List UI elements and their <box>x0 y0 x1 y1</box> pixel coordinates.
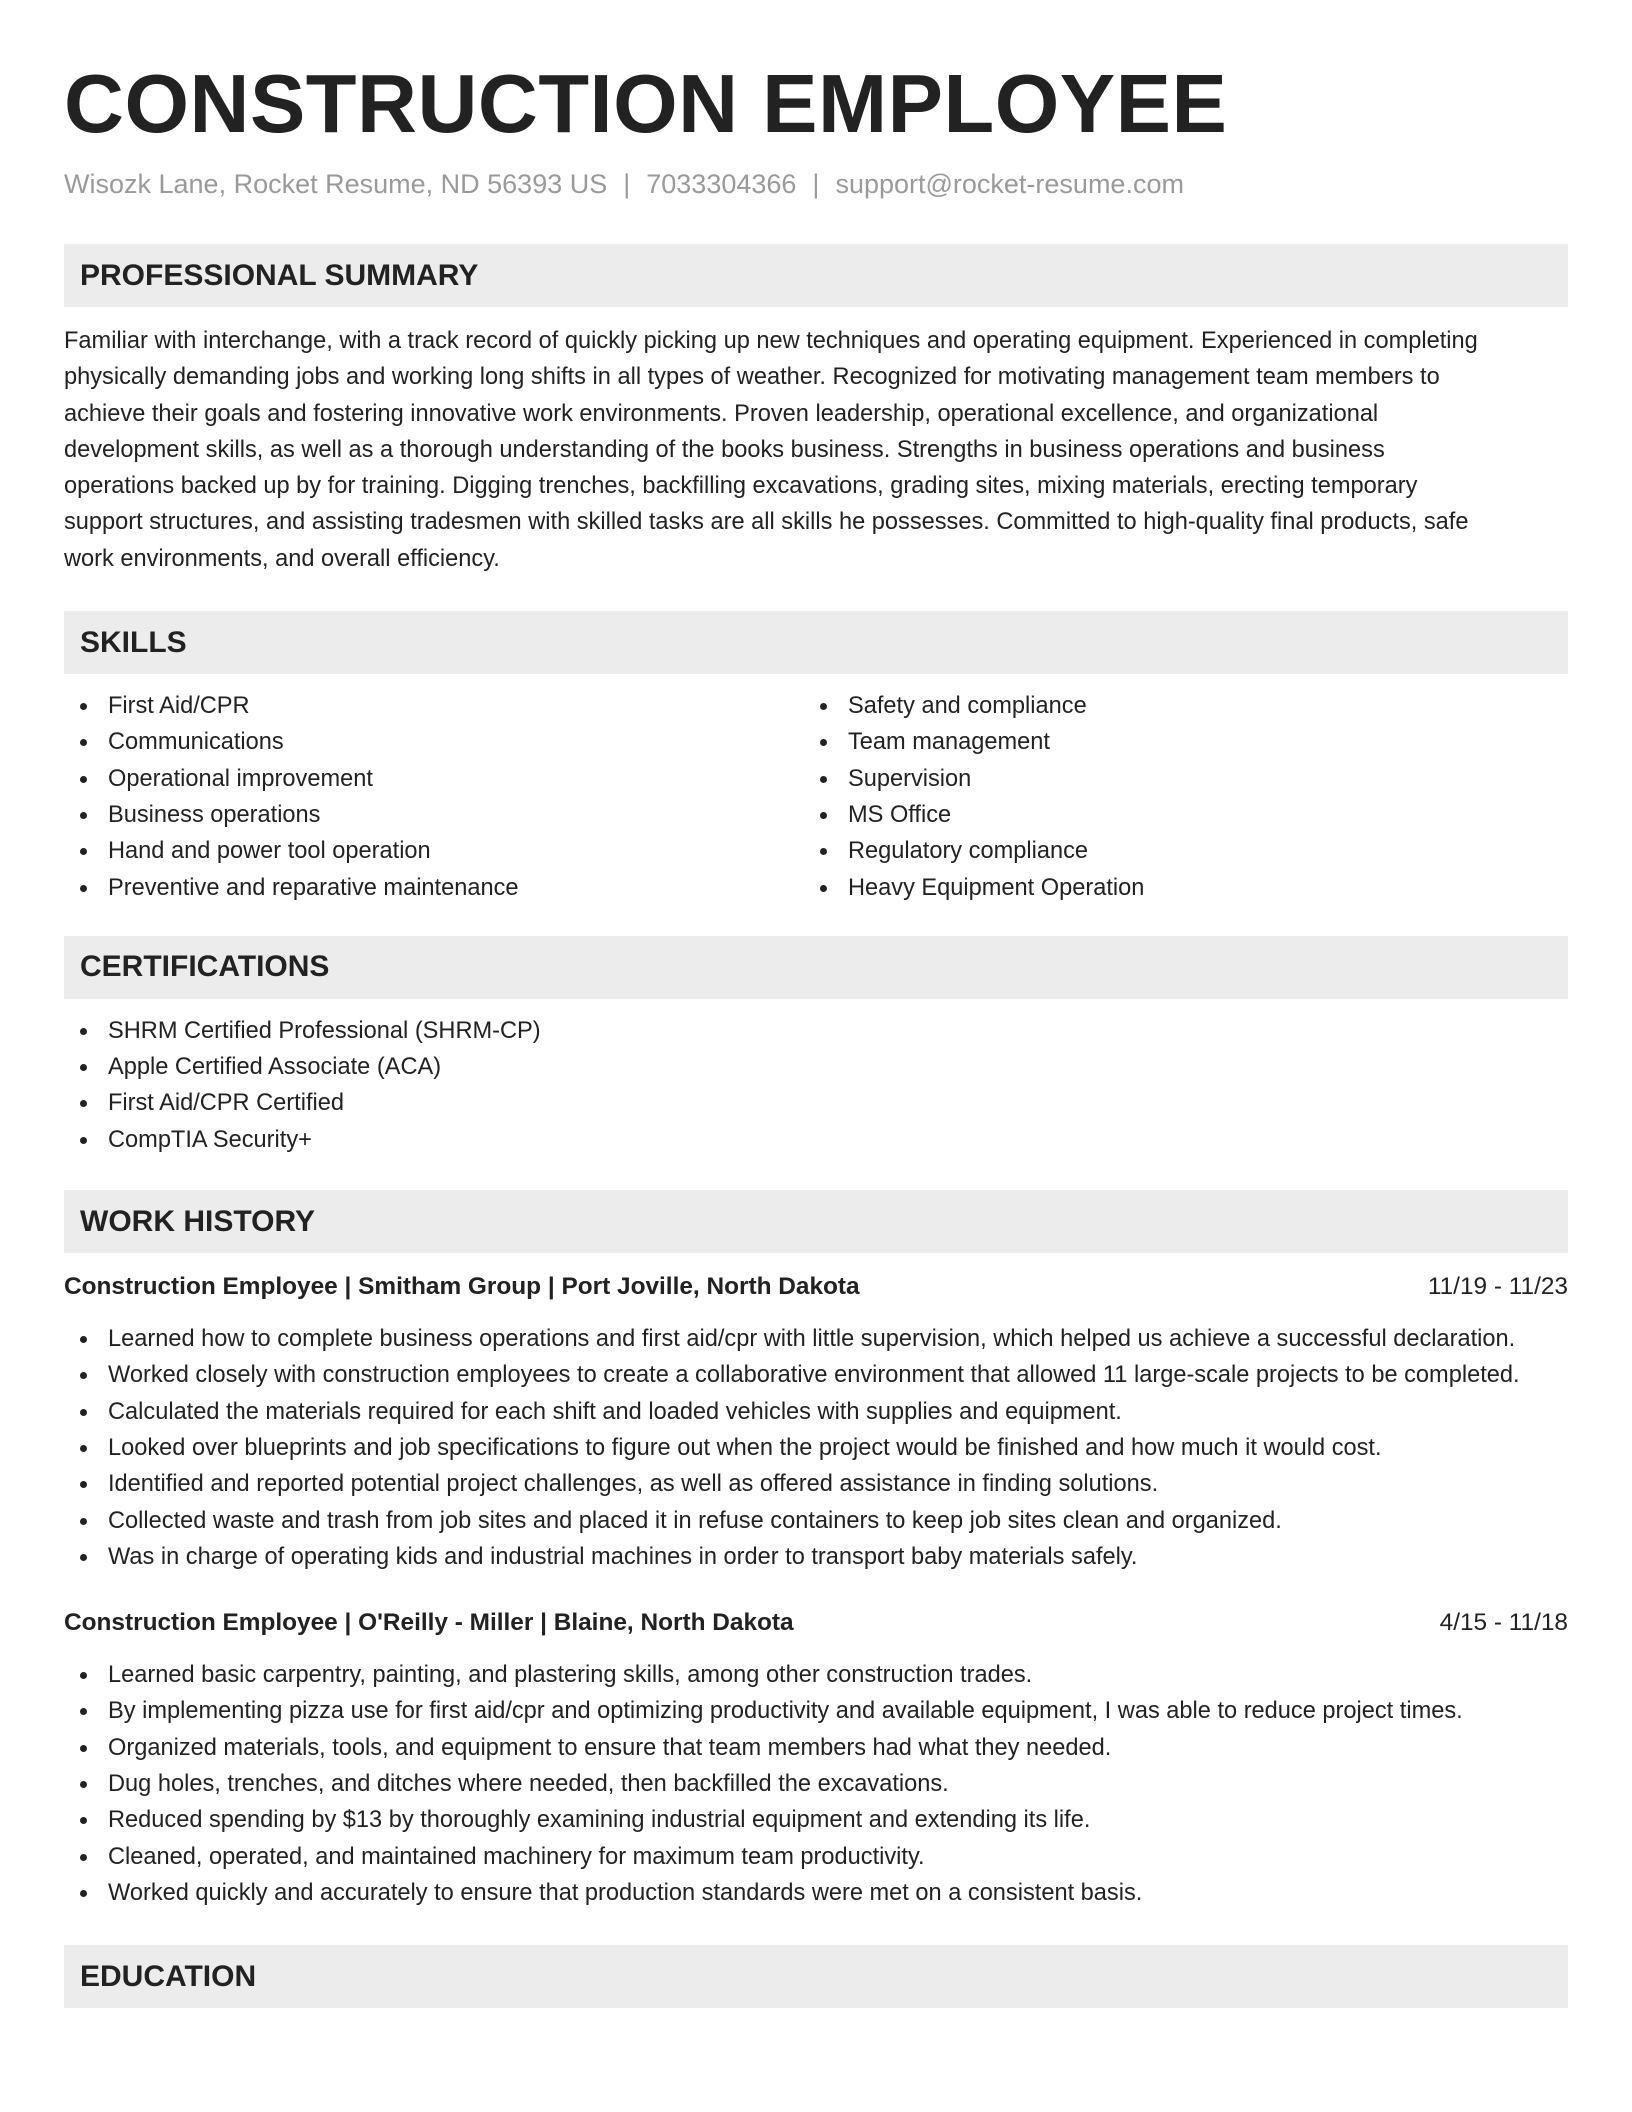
contact-separator: | <box>623 169 631 199</box>
summary-line: support structures, and assisting tradesmen with skilled tasks are all skills he possesses. Committed to high-quality final products, safe <box>64 509 1469 536</box>
job-title: Construction Employee | Smitham Group | Port Joville, North Dakota <box>64 1273 860 1301</box>
skill-item: Team management <box>804 724 1544 760</box>
skill-item: Hand and power tool operation <box>64 833 804 869</box>
contact-email: support@rocket-resume.com <box>835 169 1184 199</box>
job-title: Construction Employee | O'Reilly - Miller | Blaine, North Dakota <box>64 1609 794 1637</box>
job-entry <box>64 1269 1568 1575</box>
skill-item: Communications <box>64 724 804 760</box>
job-bullet: By implementing pizza use for first aid/cpr and optimizing productivity and available equipment, I was able to reduce project times. <box>64 1693 1568 1729</box>
job-bullet: Organized materials, tools, and equipment to ensure that team members had what they needed. <box>64 1730 1568 1766</box>
skill-item: Supervision <box>804 761 1544 797</box>
summary-line: operations backed up by for training. Digging trenches, backfilling excavations, grading sites, mixing materials, erecting temporary <box>64 473 1418 500</box>
summary-line: Familiar with interchange, with a track record of quickly picking up new techniques and operating equipment. Experienced in completing <box>64 328 1478 354</box>
skill-item: Heavy Equipment Operation <box>804 870 1544 906</box>
skills-list <box>64 688 1568 906</box>
job-bullet: Collected waste and trash from job sites and placed it in refuse containers to keep job sites clean and organized. <box>64 1503 1568 1539</box>
job-entry <box>64 1605 1568 1911</box>
job-bullet: Looked over blueprints and job specifications to figure out when the project would be finished and how much it would cost. <box>64 1430 1568 1466</box>
resume-page <box>64 0 1568 2008</box>
section-heading-work-history: WORK HISTORY <box>64 1190 1568 1253</box>
certification-item: Apple Certified Associate (ACA) <box>64 1049 1568 1085</box>
skill-item: MS Office <box>804 797 1544 833</box>
section-heading-skills: SKILLS <box>64 611 1568 674</box>
job-header <box>64 1605 1568 1641</box>
candidate-name: CONSTRUCTION EMPLOYEE <box>64 57 1228 150</box>
summary-line: physically demanding jobs and working long shifts in all types of weather. Recognized for motivating management team members to <box>64 364 1440 391</box>
job-bullets <box>64 1321 1568 1575</box>
summary-line: achieve their goals and fostering innovative work environments. Proven leadership, operational excellence, and organizational <box>64 400 1379 427</box>
contact-separator: | <box>812 169 820 199</box>
job-bullet: Learned how to complete business operations and first aid/cpr with little supervision, which helped us achieve a successful declaration. <box>64 1321 1568 1357</box>
section-heading-education: EDUCATION <box>64 1945 1568 2008</box>
contact-address: Wisozk Lane, Rocket Resume, ND 56393 US <box>64 169 608 199</box>
skill-item: Business operations <box>64 797 804 833</box>
job-bullet: Worked quickly and accurately to ensure that production standards were met on a consistent basis. <box>64 1875 1568 1911</box>
summary-line: development skills, as well as a thorough understanding of the books business. Strengths in business operations and business <box>64 436 1385 463</box>
job-bullets <box>64 1657 1568 1911</box>
summary-line: work environments, and overall efficiency. <box>64 545 500 572</box>
job-dates: 11/19 - 11/23 <box>1427 1273 1568 1301</box>
certifications-list <box>64 1013 1568 1158</box>
job-bullet: Calculated the materials required for each shift and loaded vehicles with supplies and equipment. <box>64 1394 1568 1430</box>
job-bullet: Learned basic carpentry, painting, and plastering skills, among other construction trades. <box>64 1657 1568 1693</box>
skill-item: Regulatory compliance <box>804 833 1544 869</box>
job-bullet: Worked closely with construction employees to create a collaborative environment that allowed 11 large-scale projects to be completed. <box>64 1357 1568 1393</box>
skills-column-left <box>64 688 804 906</box>
skills-column-right <box>804 688 1544 906</box>
skill-item: First Aid/CPR <box>64 688 804 724</box>
skill-item: Operational improvement <box>64 761 804 797</box>
contact-line <box>64 166 1568 202</box>
job-dates: 4/15 - 11/18 <box>1439 1609 1568 1637</box>
job-bullet: Cleaned, operated, and maintained machinery for maximum team productivity. <box>64 1839 1568 1875</box>
summary-text <box>64 323 1568 577</box>
job-bullet: Was in charge of operating kids and industrial machines in order to transport baby materials safely. <box>64 1539 1568 1575</box>
section-heading-certifications: CERTIFICATIONS <box>64 936 1568 999</box>
certification-item: CompTIA Security+ <box>64 1122 1568 1158</box>
section-heading-summary: PROFESSIONAL SUMMARY <box>64 244 1568 307</box>
contact-phone: 7033304366 <box>646 169 797 199</box>
job-bullet: Identified and reported potential project challenges, as well as offered assistance in finding solutions. <box>64 1466 1568 1502</box>
job-header <box>64 1269 1568 1305</box>
skill-item: Preventive and reparative maintenance <box>64 870 804 906</box>
job-bullet: Reduced spending by $13 by thoroughly examining industrial equipment and extending its life. <box>64 1802 1568 1838</box>
skill-item: Safety and compliance <box>804 688 1544 724</box>
certification-item: SHRM Certified Professional (SHRM-CP) <box>64 1013 1568 1049</box>
job-bullet: Dug holes, trenches, and ditches where needed, then backfilled the excavations. <box>64 1766 1568 1802</box>
certification-item: First Aid/CPR Certified <box>64 1085 1568 1121</box>
